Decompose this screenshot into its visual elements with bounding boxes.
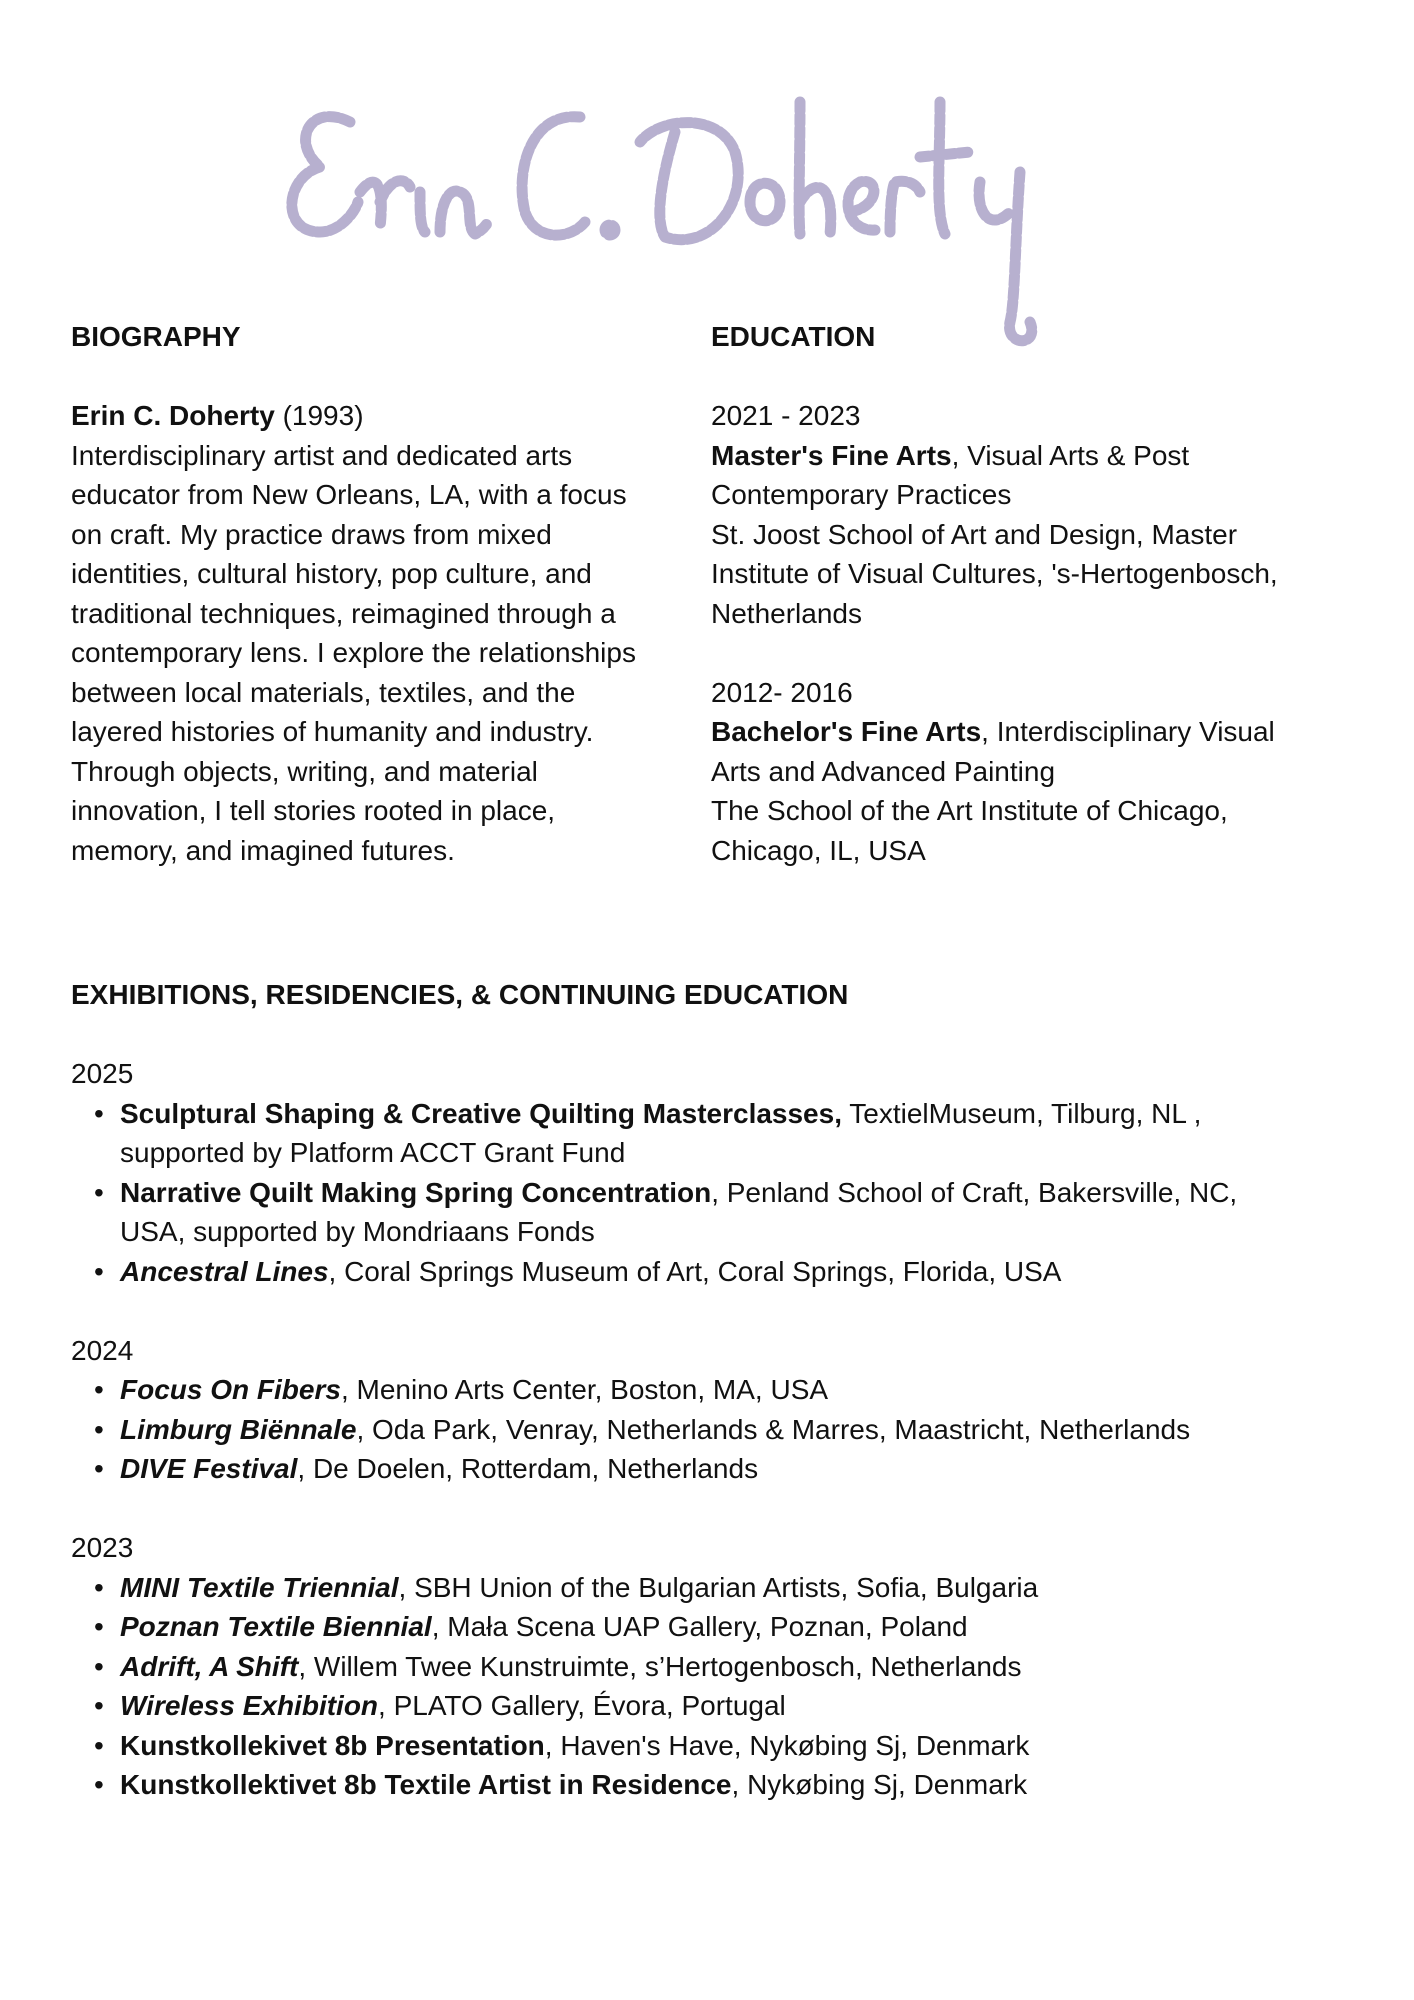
bio-line: educator from New Orleans, LA, with a focus [71, 479, 627, 510]
education-degree-line [711, 712, 1351, 752]
degree-title: Master's Fine Arts [711, 439, 952, 471]
exhibitions-section [71, 975, 1351, 1805]
school-line: Institute of Visual Cultures, 's-Hertogenbosch, [711, 558, 1278, 589]
school-line: The School of the Art Institute of Chicago, [711, 795, 1228, 826]
bio-line: identities, cultural history, pop culture, and [71, 558, 592, 589]
bio-line: memory, and imagined futures. [71, 834, 455, 866]
exhibition-title: Poznan Textile Biennial [120, 1611, 432, 1642]
artist-name: Erin C. Doherty [71, 400, 275, 431]
bio-line: layered histories of humanity and industry. [71, 716, 594, 747]
exhibition-title: Adrift, A Shift [120, 1650, 299, 1682]
school-line: Chicago, IL, USA [711, 834, 926, 866]
exhibition-details: , Coral Springs Museum of Art, Coral Springs, Florida, USA [328, 1255, 1062, 1287]
biography-section [71, 317, 671, 870]
exhibition-title: Kunstkollektivet 8b Textile Artist in Residence [120, 1769, 732, 1800]
exhibition-details: , De Doelen, Rotterdam, Netherlands [297, 1453, 759, 1484]
exhibition-details: , Penland School of Craft, Bakersville, NC, [711, 1176, 1238, 1208]
exhibition-details: , Haven's Have, Nykøbing Sj, Denmark [544, 1729, 1030, 1761]
education-years: 2012- 2016 [711, 676, 853, 708]
exhibition-details: , Willem Twee Kunstruimte, s’Hertogenbosch, Netherlands [298, 1650, 1022, 1682]
year-label: 2024 [71, 1334, 134, 1366]
exhibition-details: , Nykøbing Sj, Denmark [731, 1769, 1028, 1800]
exhibition-list [71, 1568, 1351, 1805]
year-label: 2025 [71, 1058, 134, 1089]
exhibition-details-cont: USA, supported by Mondriaans Fonds [120, 1216, 595, 1247]
exhibition-item [120, 1686, 1351, 1726]
education-entry [711, 396, 1351, 633]
education-entry [711, 673, 1351, 871]
exhibition-title: Focus On Fibers [120, 1374, 341, 1405]
exhibition-title: Wireless Exhibition [120, 1690, 379, 1721]
bio-line: Interdisciplinary artist and dedicated arts [71, 439, 573, 471]
degree-field-cont: Arts and Advanced Painting [711, 755, 1056, 787]
degree-title: Bachelor's Fine Arts [711, 716, 982, 747]
exhibition-item [120, 1726, 1351, 1766]
bio-line: contemporary lens. I explore the relationships [71, 637, 636, 668]
exhibition-details: , SBH Union of the Bulgarian Artists, Sofia, Bulgaria [398, 1571, 1039, 1603]
exhibition-item [120, 1094, 1351, 1173]
exhibition-item [120, 1449, 1351, 1489]
education-heading: EDUCATION [711, 321, 876, 352]
biography-heading: BIOGRAPHY [71, 321, 241, 352]
exhibition-item [120, 1568, 1351, 1608]
education-degree-line [711, 436, 1351, 476]
bio-line: Through objects, writing, and material [71, 755, 538, 787]
degree-field-cont: Contemporary Practices [711, 479, 1012, 510]
bio-line: on craft. My practice draws from mixed [71, 518, 552, 550]
exhibition-details-cont: supported by Platform ACCT Grant Fund [120, 1137, 626, 1168]
degree-field: , Interdisciplinary Visual [981, 716, 1275, 747]
exhibition-item [120, 1173, 1351, 1252]
year-label: 2023 [71, 1532, 134, 1563]
exhibition-list [71, 1370, 1351, 1489]
bio-line: traditional techniques, reimagined through a [71, 597, 616, 629]
exhibition-details: , Mała Scena UAP Gallery, Poznan, Poland [431, 1611, 968, 1642]
bio-line: between local materials, textiles, and the [71, 676, 576, 708]
exhibition-title: Ancestral Lines [120, 1255, 329, 1287]
exhibition-title: Limburg Biënnale [120, 1413, 357, 1445]
exhibition-item [120, 1765, 1351, 1805]
exhibition-title: MINI Textile Triennial [120, 1571, 399, 1603]
exhibition-title: DIVE Festival [120, 1453, 298, 1484]
exhibition-details: , Menino Arts Center, Boston, MA, USA [340, 1374, 829, 1405]
bio-line: innovation, I tell stories rooted in place, [71, 795, 556, 826]
exhibition-item [120, 1607, 1351, 1647]
exhibition-details: TextielMuseum, Tilburg, NL , [841, 1097, 1202, 1129]
exhibition-item [120, 1370, 1351, 1410]
biography-name-line [71, 396, 671, 436]
exhibition-item [120, 1410, 1351, 1450]
exhibition-details: , Oda Park, Venray, Netherlands & Marres, Maastricht, Netherlands [356, 1413, 1191, 1445]
education-section [711, 317, 1351, 870]
school-line: Netherlands [711, 597, 862, 629]
exhibition-item [120, 1252, 1351, 1292]
education-years: 2021 - 2023 [711, 400, 861, 431]
exhibition-item [120, 1647, 1351, 1687]
school-line: St. Joost School of Art and Design, Master [711, 518, 1238, 550]
exhibition-details: , PLATO Gallery, Évora, Portugal [378, 1690, 786, 1721]
exhibition-list [71, 1094, 1351, 1292]
exhibition-title: Kunstkollekivet 8b Presentation [120, 1729, 545, 1761]
degree-field: , Visual Arts & Post [951, 439, 1190, 471]
exhibition-title: Narrative Quilt Making Spring Concentration [120, 1176, 712, 1208]
birth-year: (1993) [274, 400, 364, 431]
exhibition-title: Sculptural Shaping & Creative Quilting Masterclasses, [120, 1097, 842, 1129]
exhibitions-heading: EXHIBITIONS, RESIDENCIES, & CONTINUING EDUCATION [71, 979, 849, 1010]
